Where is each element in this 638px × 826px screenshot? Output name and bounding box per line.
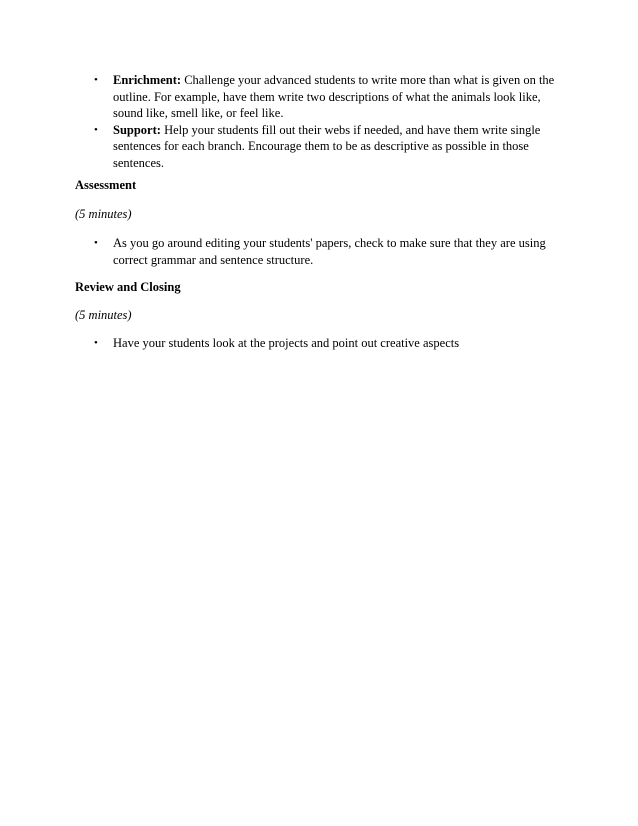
- list-item-enrichment: [94, 72, 564, 122]
- enrichment-label: Enrichment:: [113, 73, 182, 87]
- bullet-icon: •: [94, 123, 98, 136]
- assessment-heading: Assessment: [75, 178, 137, 192]
- support-label: Support:: [113, 122, 161, 137]
- list-item-support: [94, 122, 564, 172]
- list-item-assessment: [94, 235, 564, 268]
- review-duration: (5 minutes): [75, 308, 132, 322]
- support-text: Help your students fill out their webs if needed, and have them write single sentences for each branch. Encourage them to be as descriptive as possible in those sentences.: [113, 122, 541, 170]
- list-item-review: [94, 335, 564, 352]
- review-text: Have your students look at the projects and point out creative aspects: [113, 336, 460, 350]
- enrichment-text: Challenge your advanced students to write more than what is given on the outline. For example, have them write two descriptions of what the animals look like, sound like, smell like, or feel like.: [113, 73, 555, 120]
- bullet-icon: •: [94, 337, 98, 349]
- bullet-icon: •: [94, 237, 98, 249]
- assessment-text: As you go around editing your students' papers, check to make sure that they are using correct grammar and sentence structure.: [113, 236, 546, 267]
- bullet-icon: •: [94, 74, 98, 86]
- assessment-duration: (5 minutes): [75, 207, 132, 221]
- differentiation-list: [94, 72, 564, 171]
- review-list: [94, 335, 564, 352]
- review-heading: Review and Closing: [75, 280, 181, 294]
- assessment-list: [94, 235, 564, 268]
